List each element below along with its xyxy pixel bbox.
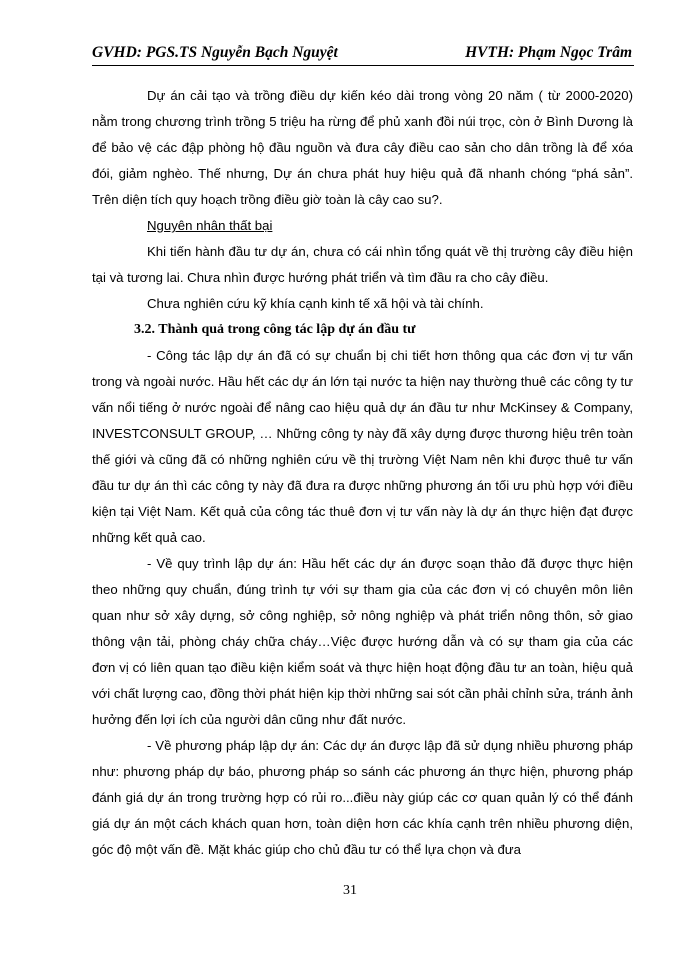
page-number: 31 (343, 883, 357, 898)
paragraph-methods: - Về phương pháp lập dự án: Các dự án được lập đã sử dụng nhiều phương pháp như: phương pháp dự báo, phương pháp so sánh các phương án thực hiện, phương pháp đánh giá dự án trong trường hợp có rủi ro...điều này giúp các cơ quan quản lý có thể đánh giá dự án một cách khách quan hơn, toàn diện hơn các khía cạnh trên nhiều phương diện, góc độ một vấn đề. Mặt khác giúp cho chủ đầu tư có thể lựa chọn và đưa (92, 738, 633, 857)
header-supervisor: GVHD: PGS.TS Nguyễn Bạch Nguyệt (92, 44, 338, 61)
paragraph-consultants: - Công tác lập dự án đã có sự chuẩn bị chi tiết hơn thông qua các đơn vị tư vấn trong và ngoài nước. Hầu hết các dự án lớn tại nước ta hiện nay thường thuê các công ty tư vấn nổi tiếng ở nước ngoài để nâng cao hiệu quả dự án đầu tư như McKinsey & Company, INVESTCONSULT GROUP, … Những công ty này đã xây dựng được thương hiệu trên toàn thế giới và cũng đã có những nghiên cứu về thị trường Việt Nam nên khi được thuê tư vấn đầu tư dự án thì các công ty này đã đưa ra được những phương án tối ưu phù hợp với điều kiện tại Việt Nam. Kết quả của công tác thuê đơn vị tư vấn này là dự án thực hiện đạt được những kết quả cao. (92, 348, 633, 545)
page-header (92, 44, 632, 66)
paragraph-project-intro: Dự án cải tạo và trồng điều dự kiến kéo dài trong vòng 20 năm ( từ 2000-2020) nằm trong chương trình trồng 5 triệu ha rừng để phủ xanh đồi núi trọc, còn ở Bình Dương là để bảo vệ các đập phòng hộ đầu nguồn và đưa cây điều cao sản cho dân trồng là để xóa đói, giảm nghèo. Thế nhưng, Dự án chưa phát huy hiệu quả đã nhanh chóng “phá sản”. Trên diện tích quy hoạch trồng điều giờ toàn là cây cao su?. (92, 88, 633, 207)
subheading-failure-causes (92, 213, 633, 239)
paragraph-process: - Về quy trình lập dự án: Hầu hết các dự án được soạn thảo đã được thực hiện theo những quy chuẩn, đúng trình tự với sự tham gia của các đơn vị có chuyên môn liên quan như sở xây dựng, sở công nghiệp, sở nông nghiệp và phát triển nông thôn, sở giao thông vận tải, phòng cháy chữa cháy…Việc được hướng dẫn và có sự tham gia của các đơn vị có liên quan tạo điều kiện kiểm soát và thực hiện hoạt động đầu tư an toàn, hiệu quả với chất lượng cao, đồng thời phát hiện kịp thời những sai sót cần phải chỉnh sửa, tránh ảnh hưởng đến lợi ích của người dân cũng như đất nước. (92, 556, 633, 727)
section-heading-3-2: 3.2. Thành quả trong công tác lập dự án đầu tư (134, 322, 416, 337)
page-body (92, 83, 633, 863)
paragraph-market-analysis: Khi tiến hành đầu tư dự án, chưa có cái nhìn tổng quát về thị trường cây điều hiện tại và tương lai. Chưa nhìn được hướng phát triển và tìm đầu ra cho cây điều. (92, 244, 633, 285)
subheading-failure-causes-text: Nguyên nhân thất bại (147, 218, 273, 233)
header-student: HVTH: Phạm Ngọc Trâm (465, 44, 632, 61)
header-divider (92, 65, 634, 66)
paragraph-socioeconomic: Chưa nghiên cứu kỹ khía cạnh kinh tế xã hội và tài chính. (147, 296, 484, 311)
